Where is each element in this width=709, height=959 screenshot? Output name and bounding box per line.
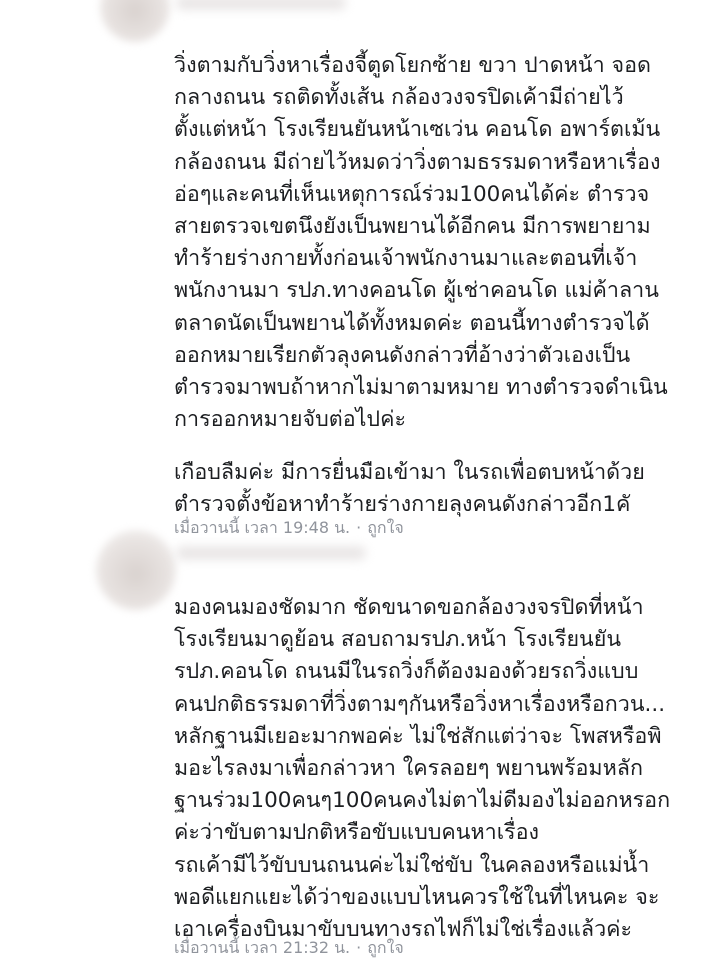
avatar[interactable]: [100, 0, 170, 42]
comment-line: สายตรวจเขตนึงยังเป็นพยานได้อีกคน มีการพยายาม: [174, 213, 651, 239]
comment-line: มอะไรลงมาเพื่อกล่าวหา ใครลอยๆ พยานพร้อมหลัก: [174, 755, 643, 781]
avatar[interactable]: [96, 530, 176, 610]
comment-line: ตำรวจมาพบถ้าหากไม่มาตามหมาย ทางตำรวจดำเนิน: [174, 374, 668, 400]
paragraph-gap: [174, 436, 704, 457]
comment-line: เกือบลืมค่ะ มีการยื่นมือเข้ามา ในรถเพื่อตบหน้าด้วย: [174, 460, 645, 486]
comment-line: พอดีแยกแยะได้ว่าของแบบไหนควรใช้ในที่ไหนคะ จะ: [174, 884, 660, 910]
comment-line: ออกหมายเรียกตัวลุงคนดังกล่าวที่อ้างว่าตัวเองเป็น: [174, 342, 631, 368]
comment-line: ค่ะว่าขับตามปกติหรือขับแบบคนหาเรื่อง: [174, 820, 540, 846]
author-name-blurred[interactable]: [176, 0, 346, 10]
comment-line: อ่อๆและคนที่เห็นเหตุการณ์ร่วม100คนได้ค่ะ ตำรวจ: [174, 181, 650, 207]
comment-line: ตั้งแต่หน้า โรงเรียนยันหน้าเซเว่น คอนโด อพาร์ตเม้น: [174, 117, 661, 143]
comment-timestamp[interactable]: เมื่อวานนี้ เวลา 21:32 น.: [174, 938, 351, 957]
comment-line: โรงเรียนมาดูย้อน สอบถามรปภ.หน้า โรงเรียนยัน: [174, 627, 622, 653]
comment-line: หลักฐานมีเยอะมากพอค่ะ ไม่ใช่สักแต่ว่าจะ โพสหรือพิ: [174, 723, 662, 749]
comment-line: กล้องถนน มีถ่ายไว้หมดว่าวิ่งตามธรรมดาหรือหาเรื่อง: [174, 149, 661, 175]
comment-line: ตลาดนัดเป็นพยานได้ทั้งหมดค่ะ ตอนนี้ทางตำรวจได้: [174, 310, 650, 336]
comment-line: รปภ.คอนโด ถนนมีในรถวิ่งก็ต้องมองด้วยรถวิ่งแบบ: [174, 659, 639, 685]
comment-line: คนปกติธรรมดาที่วิ่งตามๆกันหรือวิ่งหาเรื่องหรือกวน...: [174, 691, 666, 717]
comment-line: พนักงานมา รปภ.ทางคอนโด ผู้เช่าคอนโด แม่ค้าลาน: [174, 278, 659, 304]
like-link[interactable]: ถูกใจ: [367, 518, 404, 537]
comment-line: การออกหมายจับต่อไปค่ะ: [174, 407, 407, 433]
comment-line: มองคนมองชัดมาก ชัดขนาดขอกล้องวงจรปิดที่หน้า: [174, 595, 644, 620]
comment-meta: [174, 936, 404, 959]
comment-meta: [174, 516, 404, 541]
like-link[interactable]: ถูกใจ: [367, 938, 404, 957]
comment-body: [174, 50, 704, 522]
comment-line: ตำรวจตั้งข้อหาทำร้ายร่างกายลุงคนดังกล่าวอีก1คั: [174, 492, 631, 518]
comment-line: วิ่งตามกับวิ่งหาเรื่องจี้ตูดโยกซ้าย ขวา ปาดหน้า จอด: [174, 53, 651, 78]
comment-line: ฐานร่วม100คนๆ100คนคงไม่ตาไม่ดีมองไม่ออกหรอก: [174, 788, 671, 814]
comment-line: เอาเครื่องบินมาขับบนทางรถไฟก็ไม่ใช่เรื่องแล้วค่ะ: [174, 916, 633, 942]
comment-line: กลางถนน รถติดทั้งเส้น กล้องวงจรปิดเค้ามีถ่ายไว้: [174, 85, 624, 111]
separator-dot: ·: [356, 518, 362, 537]
comment-line: รถเค้ามีไว้ขับบนถนนค่ะไม่ใช่ขับ ในคลองหรือแม่น้ำ: [174, 852, 650, 878]
comment-body: [174, 592, 704, 946]
separator-dot: ·: [356, 938, 362, 957]
comment-timestamp[interactable]: เมื่อวานนี้ เวลา 19:48 น.: [174, 518, 351, 537]
author-name-blurred[interactable]: [176, 546, 366, 560]
comment-line: ทำร้ายร่างกายทั้งก่อนเจ้าพนักงานมาและตอนที่เจ้า: [174, 246, 638, 272]
